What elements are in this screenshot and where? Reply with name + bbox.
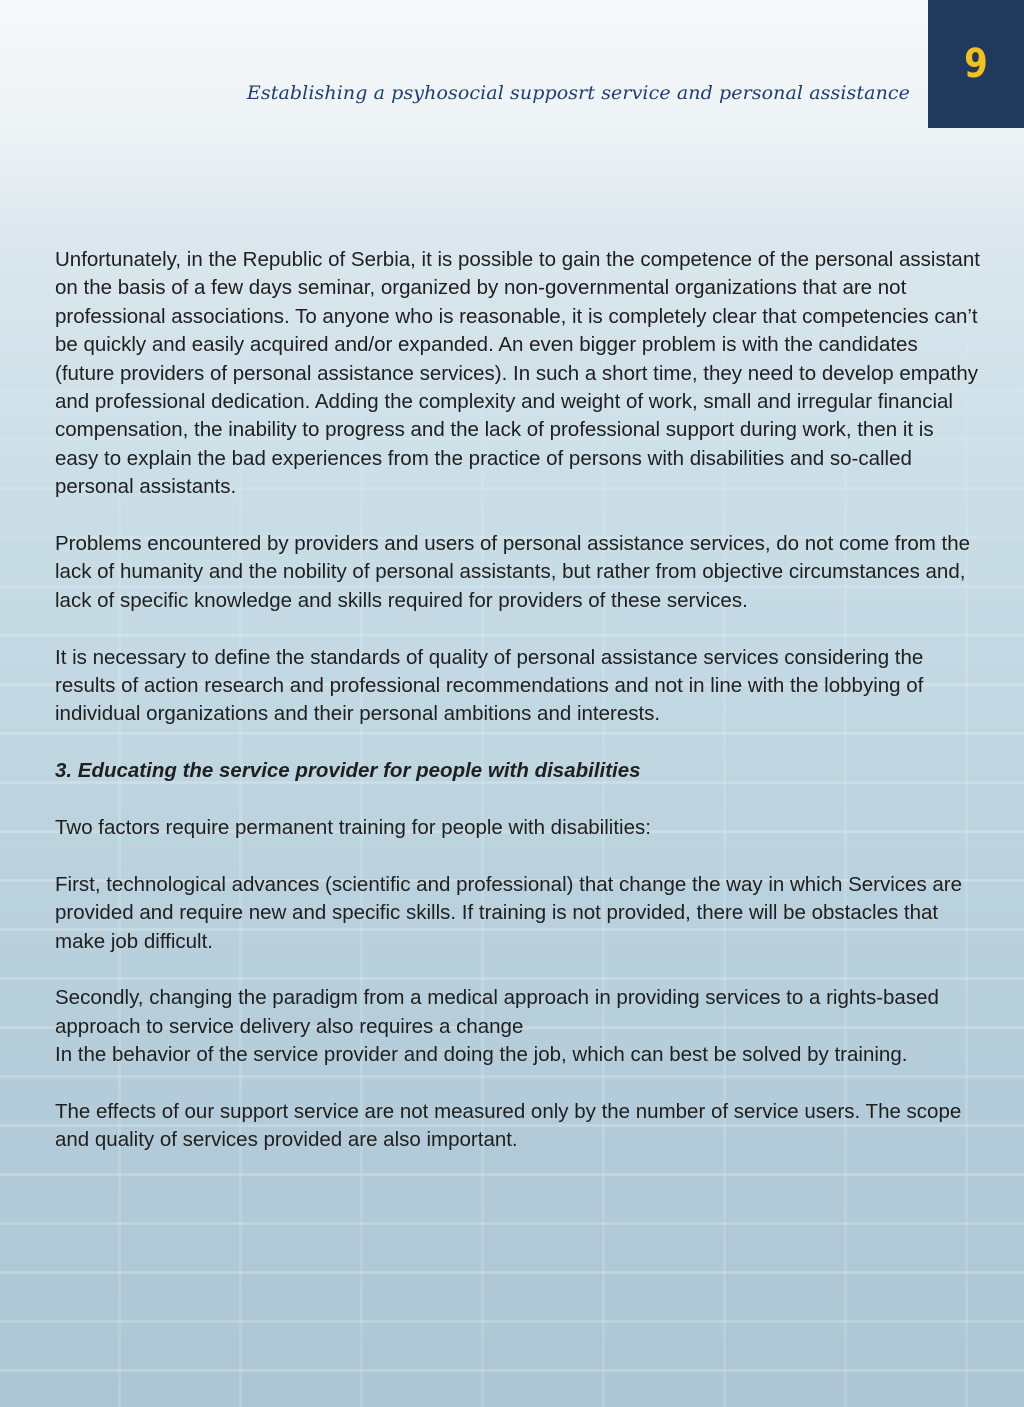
paragraph: The effects of our support service are not measured only by the number of service users. The scope and quality of services provided are also important. (55, 1100, 962, 1152)
paragraph: It is necessary to define the standards of quality of personal assistance services considering the results of action research and professional recommendations and not in line with the lobbying of individual organizations and their personal ambitions and interests. (55, 645, 924, 726)
page-number: 9 (964, 41, 988, 87)
paragraph: Problems encountered by providers and users of personal assistance services, do not come from the lack of humanity and the nobility of personal assistants, but rather from objective circumstances and, lack of specific knowledge and skills required for providers of these services. (55, 532, 970, 612)
paragraph-line: Secondly, changing the paradigm from a medical approach in providing services to a rights-based approach to service delivery also requires a change (55, 986, 939, 1038)
page-number-tab (928, 0, 1024, 128)
body-text (55, 246, 980, 1183)
paragraph (55, 984, 980, 1069)
paragraph-line: In the behavior of the service provider and doing the job, which can best be solved by training. (55, 1043, 908, 1067)
paragraph: First, technological advances (scientific and professional) that change the way in which Services are provided and require new and specific skills. If training is not provided, there will be obstacles that make job difficult. (55, 872, 963, 953)
paragraph: Two factors require permanent training for people with disabilities: (55, 816, 651, 840)
running-header: Establishing a psyhosocial supposrt service and personal assistance (246, 82, 910, 104)
paragraph: Unfortunately, in the Republic of Serbia, it is possible to gain the competence of the personal assistant on the basis of a few days seminar, organized by non-governmental organizations that are not professional associations. To anyone who is reasonable, it is completely clear that competencies can’t be quickly and easily acquired and/or expanded. An even bigger problem is with the candidates (future providers of personal assistance services). In such a short time, they need to develop empathy and professional dedication. Adding the complexity and weight of work, small and irregular financial compensation, the inability to progress and the lack of professional support during work, then it is easy to explain the bad experiences from the practice of persons with disabilities and so-called personal assistants. (55, 248, 980, 499)
section-heading: 3. Educating the service provider for people with disabilities (55, 759, 641, 783)
